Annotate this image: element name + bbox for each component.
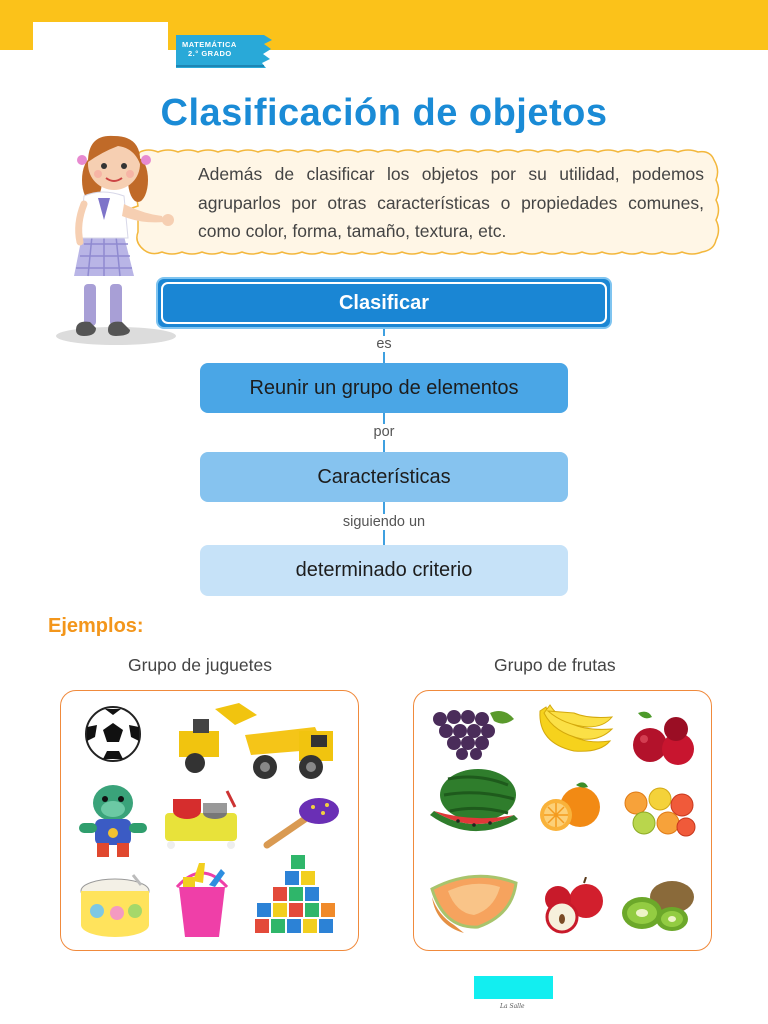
grade-tag bbox=[176, 35, 272, 68]
concept-box-gather: Reunir un grupo de elementos bbox=[200, 363, 568, 413]
intro-text: Además de clasificar los objetos por su utilidad, podemos agruparlos por otras características o propiedades comunes, como color, forma, tamaño, textura, etc. bbox=[198, 164, 704, 241]
watermelon-icon bbox=[428, 765, 520, 841]
fruits-group-title: Grupo de frutas bbox=[494, 655, 616, 675]
apples-icon bbox=[536, 877, 608, 935]
grapes-icon bbox=[430, 705, 516, 761]
grade-label: 2.° GRADO bbox=[188, 49, 232, 58]
connector-word: siguiendo un bbox=[0, 514, 768, 530]
page-title: Clasificación de objetos bbox=[160, 92, 608, 134]
speech-bubble bbox=[118, 146, 724, 258]
connector-word: por bbox=[0, 424, 768, 440]
sand-bucket-icon bbox=[169, 859, 235, 941]
toy-dump-truck-icon bbox=[175, 701, 341, 781]
toy-drum-icon bbox=[77, 871, 153, 941]
toys-group-title: Grupo de juguetes bbox=[128, 655, 272, 675]
toy-stove-icon bbox=[161, 789, 243, 851]
maraca-icon bbox=[261, 795, 341, 849]
building-blocks-icon bbox=[251, 853, 347, 941]
kiwis-icon bbox=[620, 877, 696, 935]
header-blank-panel bbox=[33, 22, 168, 54]
concept-box-criterion: determinado criterio bbox=[200, 545, 568, 596]
subject-label: MATEMÁTICA bbox=[182, 40, 237, 49]
concept-box-classify bbox=[156, 277, 612, 329]
plums-icon bbox=[624, 709, 700, 767]
footer-signature-logo: La Salle bbox=[500, 1003, 525, 1010]
soccer-ball-icon bbox=[83, 705, 143, 763]
concept-label: Clasificar bbox=[161, 282, 607, 324]
oranges-icon bbox=[536, 775, 606, 835]
fruits-panel bbox=[413, 690, 712, 951]
examples-heading: Ejemplos: bbox=[48, 615, 144, 637]
toys-panel bbox=[60, 690, 359, 951]
connector-word: es bbox=[0, 336, 768, 352]
bananas-icon bbox=[534, 703, 614, 759]
melon-icon bbox=[428, 869, 520, 935]
plush-toy-icon bbox=[77, 779, 149, 861]
footer-bar bbox=[474, 976, 553, 999]
citrus-slices-icon bbox=[620, 785, 696, 841]
concept-box-characteristics: Características bbox=[200, 452, 568, 502]
